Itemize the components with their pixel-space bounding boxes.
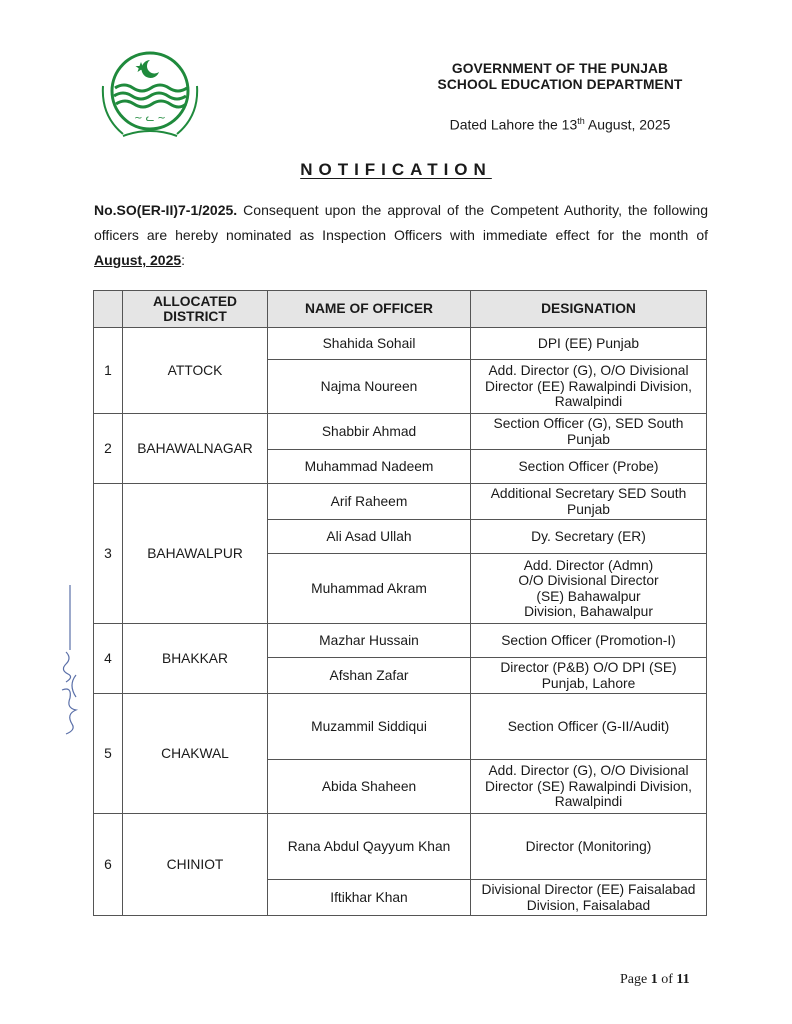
officer-designation: Section Officer (Promotion-I) <box>471 624 707 658</box>
department-header <box>390 61 730 93</box>
district-cell: ATTOCK <box>123 328 268 414</box>
officer-designation: Section Officer (G-II/Audit) <box>471 694 707 760</box>
table-row <box>94 484 707 520</box>
officer-designation: DPI (EE) Punjab <box>471 328 707 360</box>
sr-cell: 2 <box>94 414 123 484</box>
notification-month: August, 2025 <box>94 252 182 268</box>
officer-name: Mazhar Hussain <box>268 624 471 658</box>
govt-title: GOVERNMENT OF THE PUNJAB <box>451 61 669 76</box>
dated-suffix: August, 2025 <box>584 116 671 133</box>
officer-designation: Divisional Director (EE) Faisalabad Division, Faisalabad <box>471 880 707 916</box>
sr-cell: 6 <box>94 814 123 916</box>
sr-cell: 1 <box>94 328 123 414</box>
officer-designation: Add. Director (Admn) O/O Divisional Director (SE) Bahawalpur Division, Bahawalpur <box>471 554 707 624</box>
officer-name: Afshan Zafar <box>268 658 471 694</box>
table-row <box>94 328 707 360</box>
page-number <box>620 972 690 988</box>
officer-name: Shahida Sohail <box>268 328 471 360</box>
officer-name: Ali Asad Ullah <box>268 520 471 554</box>
officer-name: Iftikhar Khan <box>268 880 471 916</box>
officer-name: Rana Abdul Qayyum Khan <box>268 814 471 880</box>
district-cell: CHAKWAL <box>123 694 268 814</box>
officer-name: Muhammad Nadeem <box>268 450 471 484</box>
table-row <box>94 624 707 658</box>
sr-cell: 3 <box>94 484 123 624</box>
officer-designation: Add. Director (G), O/O Divisional Director (EE) Rawalpindi Division, Rawalpindi <box>471 360 707 414</box>
table-row <box>94 814 707 880</box>
officer-designation: Add. Director (G), O/O Divisional Director (SE) Rawalpindi Division, Rawalpindi <box>471 760 707 814</box>
header-name: NAME OF OFFICER <box>268 291 471 328</box>
district-cell: BAHAWALPUR <box>123 484 268 624</box>
officer-name: Abida Shaheen <box>268 760 471 814</box>
officer-name: Muhammad Akram <box>268 554 471 624</box>
district-cell: BHAKKAR <box>123 624 268 694</box>
header-designation: DESIGNATION <box>471 291 707 328</box>
officer-designation: Director (P&B) O/O DPI (SE) Punjab, Lahore <box>471 658 707 694</box>
officer-designation: Section Officer (Probe) <box>471 450 707 484</box>
district-cell: CHINIOT <box>123 814 268 916</box>
sr-cell: 5 <box>94 694 123 814</box>
table-row <box>94 694 707 760</box>
dated-sup: th <box>577 116 585 126</box>
officer-designation: Dy. Secretary (ER) <box>471 520 707 554</box>
notification-paragraph <box>94 198 708 273</box>
district-cell: BAHAWALNAGAR <box>123 414 268 484</box>
dated-line <box>410 116 710 133</box>
page-mid: of <box>657 972 677 987</box>
notification-title: NOTIFICATION <box>300 160 492 179</box>
header-district: ALLOCATED DISTRICT <box>123 291 268 328</box>
department-title: SCHOOL EDUCATION DEPARTMENT <box>437 77 683 92</box>
officer-name: Arif Raheem <box>268 484 471 520</box>
paragraph-end: : <box>181 252 186 268</box>
officer-designation: Director (Monitoring) <box>471 814 707 880</box>
inspection-officers-table <box>93 290 707 916</box>
page-current: 1 <box>650 972 658 987</box>
signature-icon <box>52 580 92 740</box>
page-total: 11 <box>676 972 690 987</box>
officer-designation: Additional Secretary SED South Punjab <box>471 484 707 520</box>
paragraph-text: Consequent upon the approval of the Competent Authority, the following officers are hereby nominated as Inspection Officers with immediate effect for the month of <box>94 202 708 243</box>
officer-name: Muzammil Siddiqui <box>268 694 471 760</box>
table-row <box>94 414 707 450</box>
officer-designation: Section Officer (G), SED South Punjab <box>471 414 707 450</box>
officer-name: Najma Noureen <box>268 360 471 414</box>
officer-name: Shabbir Ahmad <box>268 414 471 450</box>
reference-number: No.SO(ER-II)7-1/2025. <box>94 202 238 218</box>
dated-prefix: Dated Lahore the 13 <box>449 116 578 133</box>
header-sr <box>94 291 123 328</box>
table-header-row <box>94 291 707 328</box>
page-prefix: Page <box>620 972 651 987</box>
sr-cell: 4 <box>94 624 123 694</box>
svg-text:~ ᓚ ~: ~ ᓚ ~ <box>134 113 166 124</box>
punjab-govt-emblem-icon <box>95 46 205 146</box>
